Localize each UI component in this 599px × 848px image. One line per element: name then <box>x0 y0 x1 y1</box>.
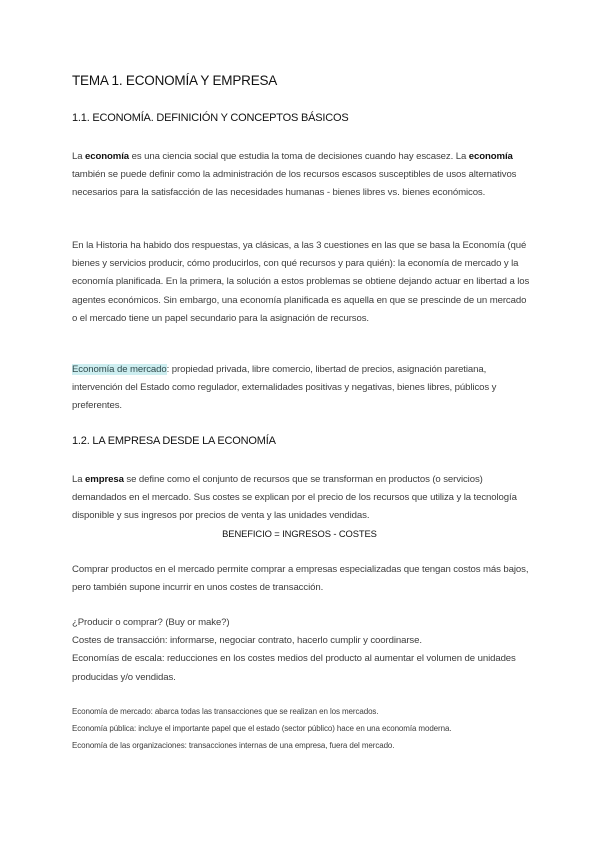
costes-transaccion-line: Costes de transacción: informarse, negociar contrato, hacerlo cumplir y coordinarse. <box>72 635 422 647</box>
paragraph-comprar: Comprar productos en el mercado permite comprar a empresas especializadas que tengan costos más bajos, pero también supone incurrir en unos costes de transacción. <box>72 564 529 594</box>
notes-block <box>72 703 542 754</box>
paragraph-historia: En la Historia ha habido dos respuestas, ya clásicas, a las 3 cuestiones en las que se basa la Economía (qué bienes y servicios producir, cómo producirlos, con qué recursos y para quién): la economía de mercado y la economía planificada. En la primera, la solución a estos problemas se obtiene dejando actuar en libertad a los agentes económicos. Sin embargo, una economía planificada es aquella en que se prescinde de un mercado o el mercado tiene un papel secundario para la asignación de recursos. <box>72 240 530 324</box>
section-heading-1-1: 1.1. ECONOMÍA. DEFINICIÓN Y CONCEPTOS BÁSICOS <box>72 112 349 124</box>
bold-term-economia: economía <box>468 151 513 162</box>
section-heading-1-2: 1.2. LA EMPRESA DESDE LA ECONOMÍA <box>72 435 276 447</box>
paragraph-empresa-definition <box>72 471 532 526</box>
formula-beneficio: BENEFICIO = INGRESOS - COSTES <box>222 528 377 539</box>
paragraph-text: es una ciencia social que estudia la toma de decisiones cuando hay escasez. La <box>129 151 469 162</box>
note-economia-organizaciones: Economía de las organizaciones: transacciones internas de una empresa, fuera del mercado. <box>72 741 395 750</box>
paragraph-text: : propiedad privada, libre comercio, libertad de precios, asignación paretiana, intervención del Estado como regulador, externalidades positivas y negativas, bienes libres, públicos y preferentes. <box>72 364 497 412</box>
question-line: ¿Producir o comprar? (Buy or make?) <box>72 617 230 628</box>
bold-term-economia: economía <box>85 151 130 162</box>
paragraph-text: La <box>72 151 86 162</box>
paragraph-economia-mercado <box>72 361 532 416</box>
highlighted-term: Economía de mercado <box>72 364 167 375</box>
note-economia-publica: Economía pública: incluye el importante papel que el estado (sector público) hace en una economía moderna. <box>72 724 452 733</box>
paragraph-economia-definition <box>72 148 532 203</box>
paragraph-text: se define como el conjunto de recursos que se transforman en productos (o servicios) demandados en el mercado. Sus costes se explican por el precio de los recursos que utiliza y la tecnología disponible y sus ingresos por precios de venta y las unidades vendidas. <box>72 474 517 522</box>
paragraph-producir-comprar <box>72 614 532 687</box>
document-title: TEMA 1. ECONOMÍA Y EMPRESA <box>72 73 278 88</box>
paragraph-text: La <box>72 474 86 485</box>
bold-term-empresa: empresa <box>85 474 124 485</box>
economias-escala-line: Economías de escala: reducciones en los costes medios del producto al aumentar el volumen de unidades producidas y/o vendidas. <box>72 653 516 683</box>
note-economia-mercado: Economía de mercado: abarca todas las transacciones que se realizan en los mercados. <box>72 707 379 716</box>
paragraph-text: también se puede definir como la administración de los recursos escasos susceptibles de usos alternativos necesarios para la satisfacción de las necesidades humanas - bienes libres vs. bienes económicos. <box>72 169 517 199</box>
